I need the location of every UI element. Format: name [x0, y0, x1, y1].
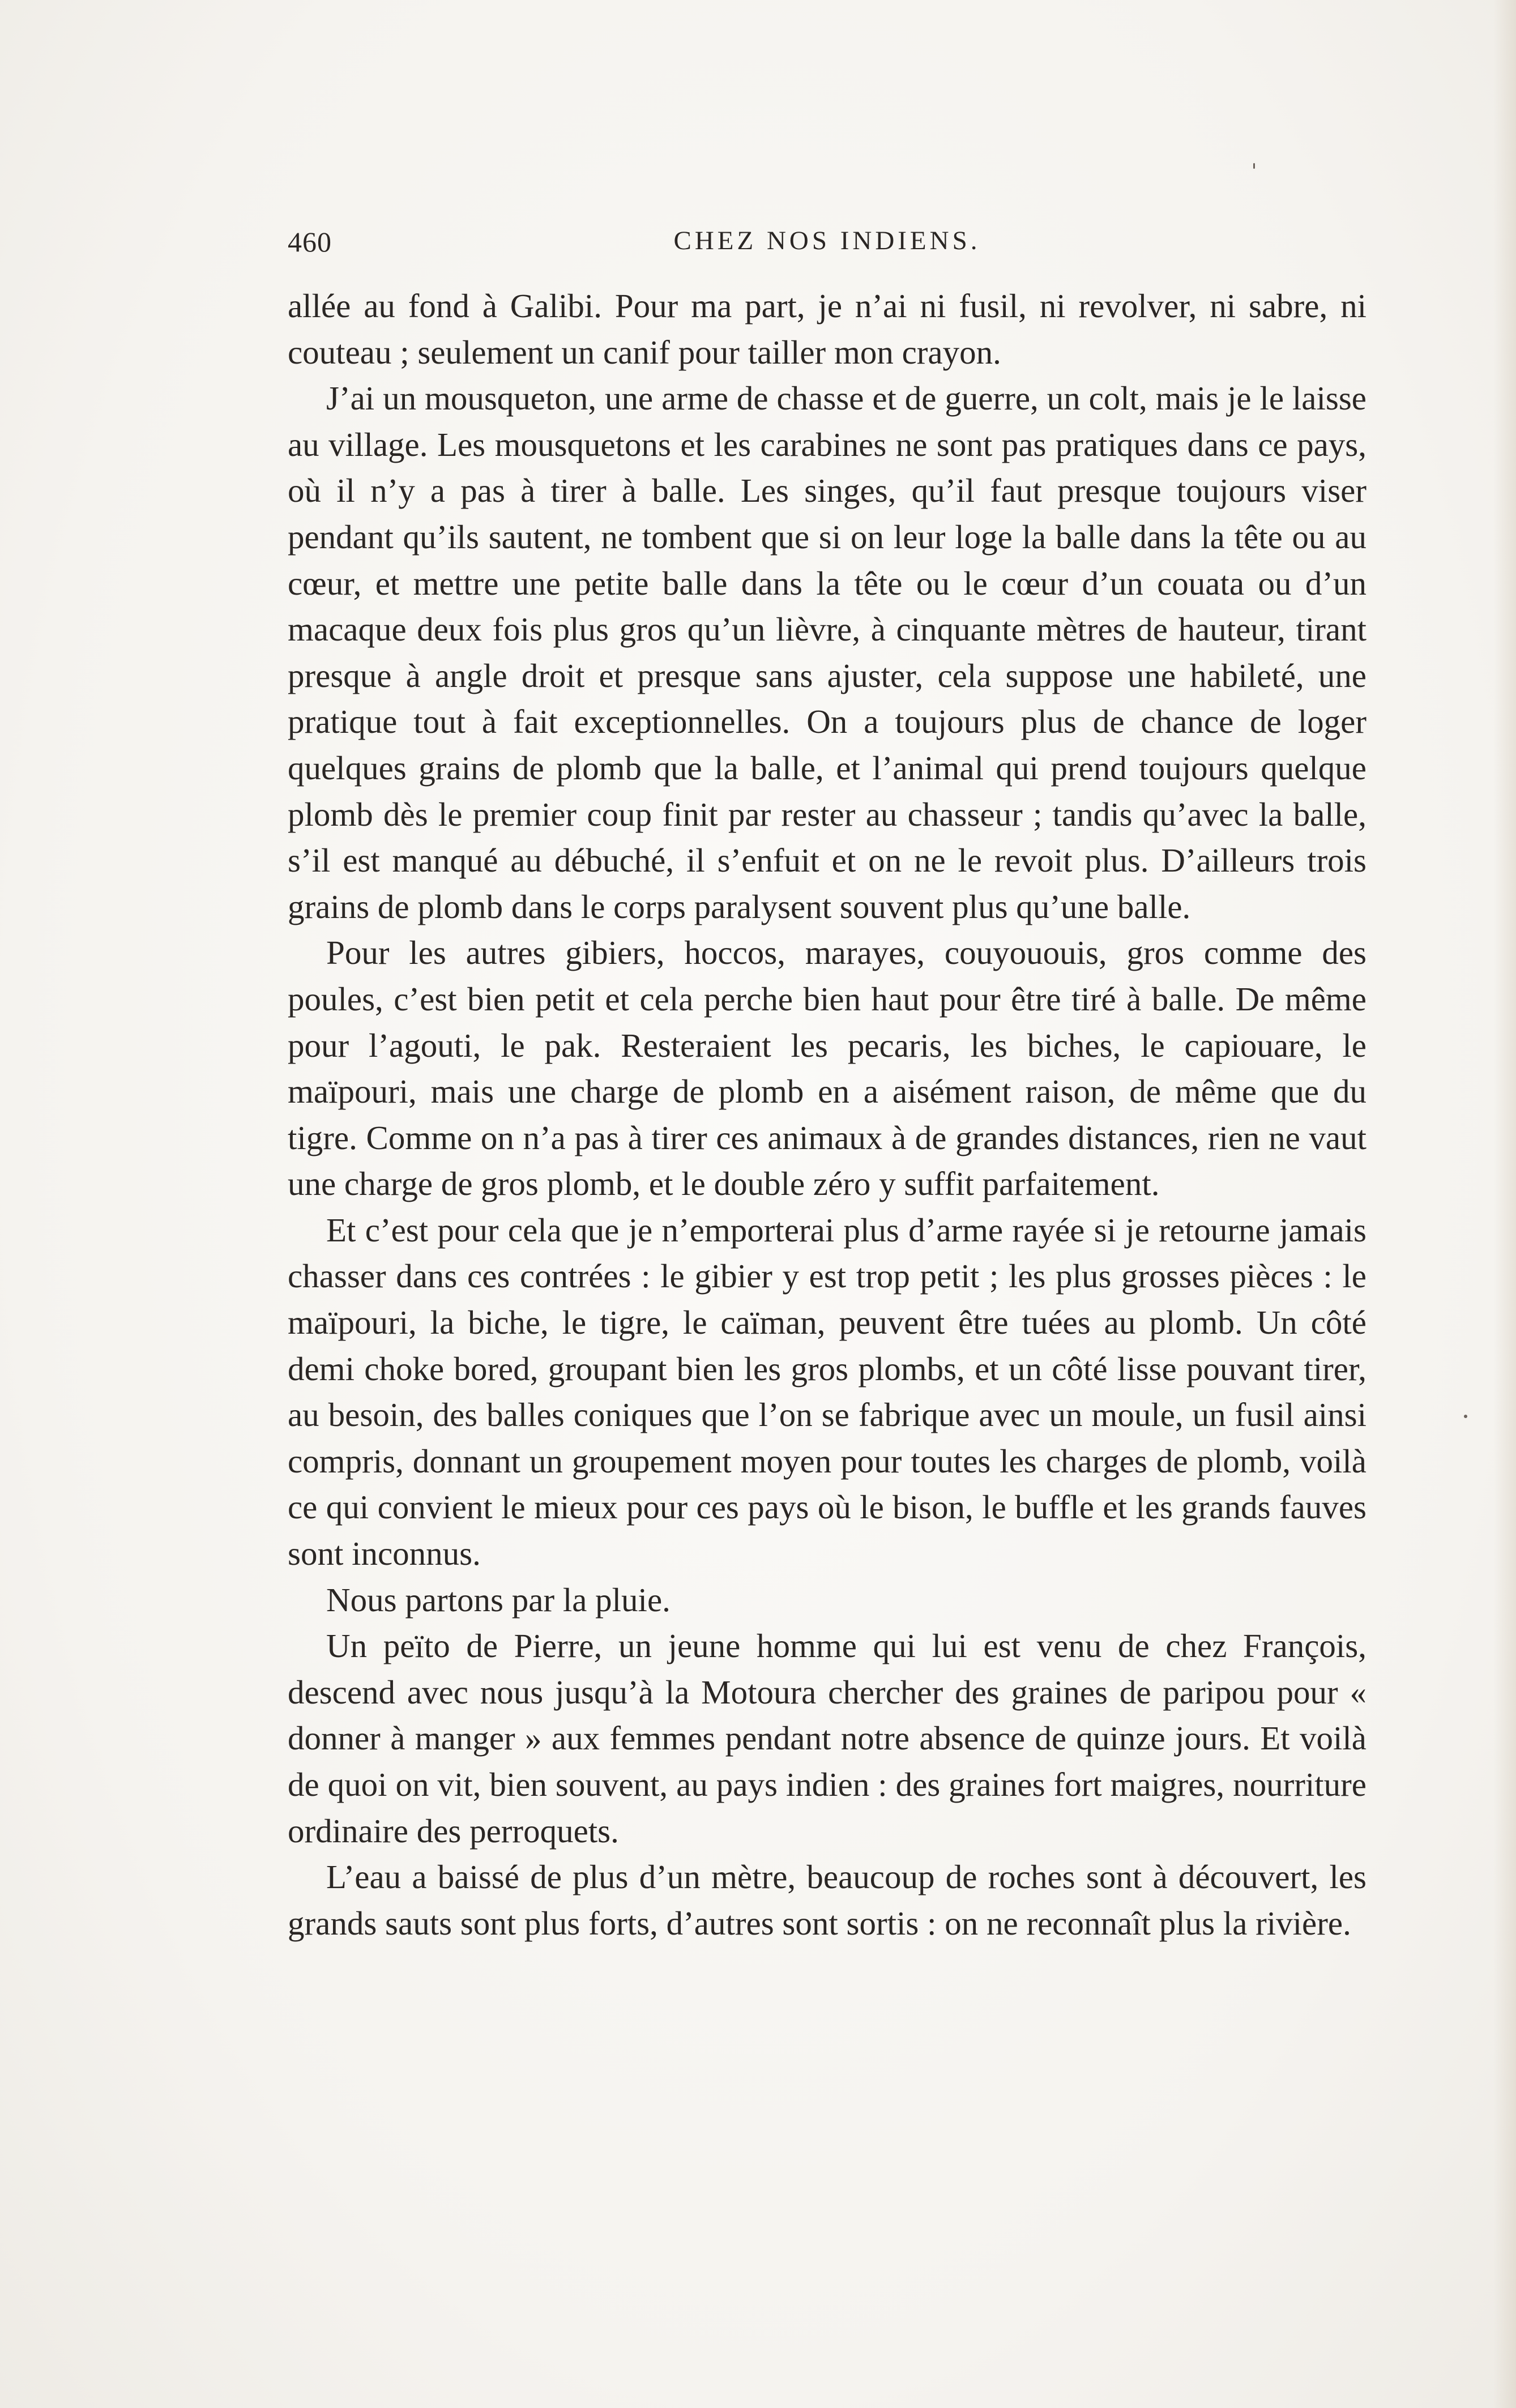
body-text [288, 283, 1366, 1946]
page-header [288, 225, 1366, 265]
paragraph-6: Un peïto de Pierre, un jeune homme qui lui est venu de chez François, descend avec nous jusqu’à la Motoura chercher des graines de paripou pour « donner à manger » aux femmes pendant notre absence de quinze jours. Et voilà de quoi on vit, bien souvent, au pays indien : des graines fort maigres, nourriture ordinaire des perroquets. [288, 1627, 1366, 1850]
paragraph-1: allée au fond à Galibi. Pour ma part, je n’ai ni fusil, ni revolver, ni sabre, ni couteau ; seulement un canif pour tailler mon crayon. [288, 287, 1366, 371]
scan-speck [1464, 1415, 1467, 1418]
paragraph-7: L’eau a baissé de plus d’un mètre, beaucoup de roches sont à découvert, les grands sauts sont plus forts, d’autres sont sortis : on ne reconnaît plus la rivière. [288, 1858, 1366, 1942]
page-edge-shading [1493, 0, 1516, 2408]
scan-speck [1253, 163, 1255, 169]
paragraph-5: Nous partons par la pluie. [326, 1581, 671, 1619]
running-title: CHEZ NOS INDIENS. [673, 226, 981, 255]
paragraph-3: Pour les autres gibiers, hoccos, marayes, couyououis, gros comme des poules, c’est bien petit et cela perche bien haut pour être tiré à balle. De même pour l’agouti, le pak. Resteraient les pecaris, les biches, le capiouare, le maïpouri, mais une charge de plomb en a aisément raison, de même que du tigre. Comme on n’a pas à tirer ces animaux à de grandes distances, rien ne vaut une charge de gros plomb, et le double zéro y suffit parfaitement. [288, 934, 1366, 1203]
paragraph-4: Et c’est pour cela que je n’emporterai plus d’arme rayée si je retourne jamais chasser dans ces contrées : le gibier y est trop petit ; les plus grosses pièces : le maïpouri, la biche, le tigre, le caïman, peuvent être tuées au plomb. Un côté demi choke bored, groupant bien les gros plombs, et un côté lisse pouvant tirer, au besoin, des balles coniques que l’on se fabrique avec un moule, un fusil ainsi compris, donnant un groupement moyen pour toutes les charges de plomb, voilà ce qui convient le mieux pour ces pays où le bison, le buffle et les grands fauves sont inconnus. [288, 1211, 1366, 1573]
page-number: 460 [288, 226, 332, 258]
paragraph-2: J’ai un mousqueton, une arme de chasse et de guerre, un colt, mais je le laisse au village. Les mousquetons et les carabines ne sont pas pratiques dans ce pays, où il n’y a pas à tirer à balle. Les singes, qu’il faut presque toujours viser pendant qu’ils sautent, ne tombent que si on leur loge la balle dans la tête ou au cœur, et mettre une petite balle dans la tête ou le cœur d’un couata ou d’un macaque deux fois plus gros qu’un lièvre, à cinquante mètres de hauteur, tirant presque à angle droit et presque sans ajuster, cela suppose une habileté, une pratique tout à fait exceptionnelles. On a toujours plus de chance de loger quelques grains de plomb que la balle, et l’animal qui prend toujours quelque plomb dès le premier coup finit par rester au chasseur ; tandis qu’avec la balle, s’il est manqué au débuché, il s’enfuit et on ne le revoit plus. D’ailleurs trois grains de plomb dans le corps paralysent souvent plus qu’une balle. [288, 379, 1366, 925]
